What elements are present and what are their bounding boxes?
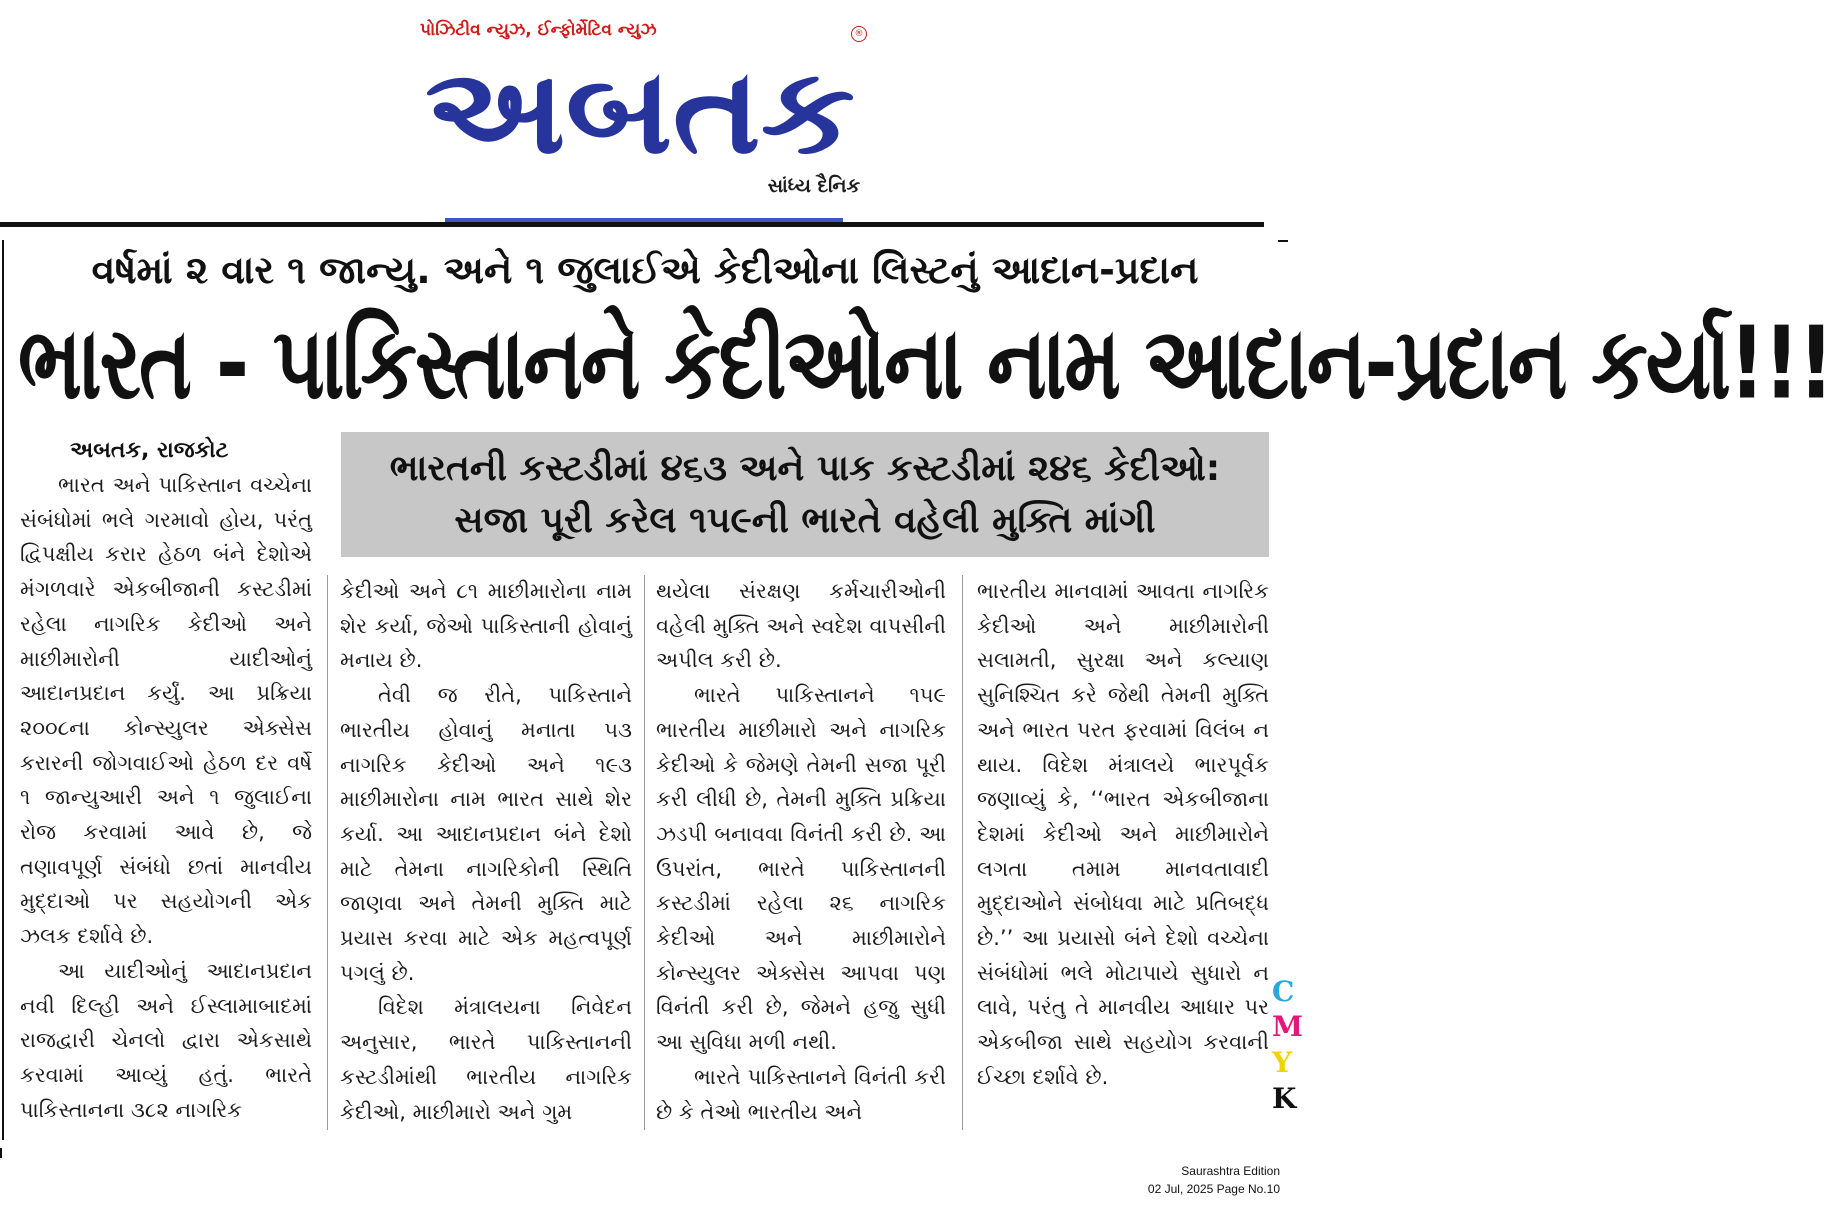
- article-kicker: વર્ષમાં ૨ વાર ૧ જાન્યુ. અને ૧ જુલાઈએ કેદીઓના લિસ્ટનું આદાન-પ્રદાન: [91, 248, 1199, 292]
- crop-mark: [0, 1148, 2, 1158]
- registration-mark-magenta: M: [1272, 1010, 1303, 1043]
- article-column-3: [656, 574, 946, 1129]
- registered-mark: ®: [851, 26, 867, 42]
- registration-mark-yellow: Y: [1272, 1046, 1292, 1079]
- article-headline: ભારત - પાકિસ્તાનને કેદીઓના નામ આદાન-પ્રદાન કર્યા!!!: [18, 305, 1832, 422]
- footer-edition: Saurashtra Edition: [1181, 1164, 1280, 1178]
- column-divider: [327, 575, 328, 1130]
- registration-mark-cyan: C: [1272, 975, 1295, 1008]
- article-column-4: [977, 574, 1269, 1095]
- masthead-subtitle: સાંધ્ય દૈનિક: [767, 175, 860, 197]
- paragraph: આ યાદીઓનું આદાનપ્રદાન નવી દિલ્હી અને ઈસ્લામાબાદમાં રાજદ્વારી ચેનલો દ્વારા એકસાથે કરવામાં આવ્યું હતું. ભારતે પાકિસ્તાનના ૩૮૨ નાગરિક: [20, 958, 312, 1122]
- paragraph: કેદીઓ અને ૮૧ માછીમારોના નામ શેર કર્યા, જેઓ પાકિસ્તાની હોવાનું મનાય છે.: [340, 579, 632, 673]
- article-column-1: [20, 468, 312, 1127]
- masthead-tagline: પોઝિટીવ ન્યુઝ, ઈન્ફોર્મેટિવ ન્યુઝ: [420, 20, 657, 40]
- page-frame-left: [2, 240, 4, 1140]
- article-column-2: [340, 574, 632, 1129]
- registration-mark-black: K: [1272, 1082, 1297, 1115]
- masthead-logo: [420, 40, 860, 180]
- paragraph: વિદેશ મંત્રાલયના નિવેદન અનુસાર, ભારતે પાકિસ્તાનની કસ્ટડીમાંથી ભારતીય નાગરિક કેદીઓ, માછીમારો અને ગુમ: [340, 995, 632, 1124]
- highlight-line-1: ભારતની કસ્ટડીમાં ૪૬૩ અને પાક કસ્ટડીમાં ૨૪૬ કેદીઓ:: [389, 448, 1221, 489]
- page-frame-right: [1278, 240, 1288, 242]
- paragraph: ભારતીય માનવામાં આવતા નાગરિક કેદીઓ અને માછીમારોની સલામતી, સુરક્ષા અને કલ્યાણ સુનિશ્ચિત કરે જેથી તેમની મુક્તિ અને ભારત પરત ફરવામાં વિલંબ ન થાય. વિદેશ મંત્રાલયે ભારપૂર્વક જણાવ્યું કે, ‘‘ભારત એકબીજાના દેશમાં કેદીઓ અને માછીમારોને લગતા તમામ માનવતાવાદી મુદ્દાઓને સંબોધવા માટે પ્રતિબદ્ધ છે.’’ આ પ્રયાસો બંને દેશો વચ્ચેના સંબંધોમાં ભલે મોટાપાયે સુધારો ન લાવે, પરંતુ તે માનવીય આધાર પર એકબીજા સાથે સહયોગ કરવાની ઈચ્છા દર્શાવે છે.: [977, 579, 1269, 1089]
- paragraph: ભારતે પાકિસ્તાનને ૧૫૯ ભારતીય માછીમારો અને નાગરિક કેદીઓ કે જેમણે તેમની સજા પૂરી કરી લીધી છે, તેમની મુક્તિ પ્રક્રિયા ઝડપી બનાવવા વિનંતી કરી છે. આ ઉપરાંત, ભારતે પાકિસ્તાનની કસ્ટડીમાં રહેલા ૨૬ નાગરિક કેદીઓ અને માછીમારોને કોન્સ્યુલર એક્સેસ આપવા પણ વિનંતી કરી છે, જેમને હજુ સુધી આ સુવિધા મળી નથી.: [656, 683, 946, 1055]
- column-divider: [962, 575, 963, 1130]
- column-divider: [644, 575, 645, 1130]
- paragraph: થયેલા સંરક્ષણ કર્મચારીઓની વહેલી મુક્તિ અને સ્વદેશ વાપસીની અપીલ કરી છે.: [656, 579, 946, 673]
- footer-date-page: 02 Jul, 2025 Page No.10: [1147, 1182, 1280, 1196]
- paragraph: તેવી જ રીતે, પાકિસ્તાને ભારતીય હોવાનું મનાતા ૫૩ નાગરિક કેદીઓ અને ૧૯૩ માછીમારોના નામ ભારત સાથે શેર કર્યા. આ આદાનપ્રદાન બંને દેશો માટે તેમના નાગરિકોની સ્થિતિ જાણવા અને તેમની મુક્તિ માટે પ્રયાસ કરવા માટે એક મહત્વપૂર્ણ પગલું છે.: [340, 683, 632, 985]
- masthead-rule: [0, 222, 1264, 227]
- logo-text: અબતક: [425, 42, 855, 180]
- highlight-line-2: સજા પૂરી કરેલ ૧૫૯ની ભારતે વહેલી મુક્તિ માંગી: [454, 500, 1156, 541]
- paragraph: ભારત અને પાકિસ્તાન વચ્ચેના સંબંધોમાં ભલે ગરમાવો હોય, પરંતુ દ્વિપક્ષીય કરાર હેઠળ બંને દેશોએ મંગળવારે એકબીજાની કસ્ટડીમાં રહેલા નાગરિક કેદીઓ અને માછીમારોની યાદીઓનું આદાનપ્રદાન કર્યું. આ પ્રક્રિયા ૨૦૦૮ના કોન્સ્યુલર એક્સેસ કરારની જોગવાઈઓ હેઠળ દર વર્ષે ૧ જાન્યુઆરી અને ૧ જુલાઈના રોજ કરવામાં આવે છે, જે તણાવપૂર્ણ સંબંધો છતાં માનવીય મુદ્દાઓ પર સહયોગની એક ઝલક દર્શાવે છે.: [20, 473, 312, 949]
- article-byline: અબતક, રાજકોટ: [70, 438, 229, 463]
- paragraph: ભારતે પાકિસ્તાનને વિનંતી કરી છે કે તેઓ ભારતીય અને: [656, 1064, 946, 1124]
